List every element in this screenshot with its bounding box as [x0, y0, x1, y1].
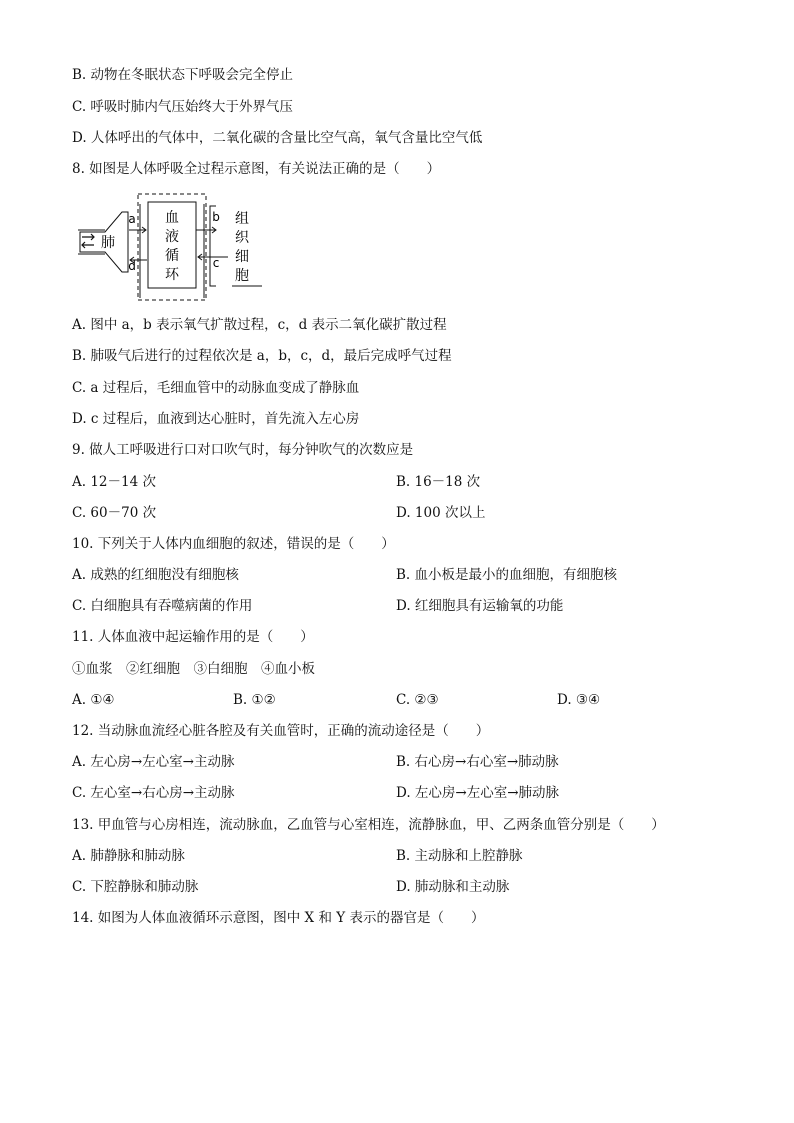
q10-option-c: C. 白细胞具有吞噬病菌的作用: [72, 598, 253, 614]
q9-option-b: B. 16－18 次: [396, 474, 481, 490]
lung-label: 肺: [101, 235, 115, 251]
inhale-arrow-icon: [82, 234, 94, 240]
respiration-diagram: [70, 190, 270, 305]
q8-option-a: A. 图中 a，b 表示氧气扩散过程，c，d 表示二氧化碳扩散过程: [72, 317, 447, 333]
q8-option-c: C. a 过程后，毛细血管中的动脉血变成了静脉血: [72, 380, 360, 396]
q11-choices: ①血浆 ②红细胞 ③白细胞 ④血小板: [72, 661, 315, 677]
q9-stem: 9. 做人工呼吸进行口对口吹气时，每分钟吹气的次数应是: [72, 442, 414, 458]
q11-option-d: D. ③④: [557, 692, 601, 708]
q12-option-c: C. 左心室→右心房→主动脉: [72, 785, 235, 801]
q11-option-b: B. ①②: [233, 692, 276, 708]
q8-option-b: B. 肺吸气后进行的过程依次是 a，b，c，d，最后完成呼气过程: [72, 348, 452, 364]
q9-option-c: C. 60－70 次: [72, 505, 157, 521]
label-d: d: [128, 259, 136, 273]
q11-stem: 11. 人体血液中起运输作用的是（ ）: [72, 629, 314, 645]
q11-option-c: C. ②③: [396, 692, 439, 708]
q13-option-c: C. 下腔静脉和肺动脉: [72, 879, 199, 895]
q9-option-d: D. 100 次以上: [396, 505, 486, 521]
q13-option-b: B. 主动脉和上腔静脉: [396, 848, 523, 864]
label-c: c: [212, 256, 220, 270]
blood-char-1: 液: [165, 229, 179, 245]
q10-option-d: D. 红细胞具有运输氧的功能: [396, 598, 564, 614]
q10-option-a: A. 成熟的红细胞没有细胞核: [72, 567, 239, 583]
q10-option-b: B. 血小板是最小的血细胞，有细胞核: [396, 567, 618, 583]
q13-option-a: A. 肺静脉和肺动脉: [72, 848, 185, 864]
q7-option-c: C. 呼吸时肺内气压始终大于外界气压: [72, 99, 293, 115]
q11-option-a: A. ①④: [72, 692, 115, 708]
q8-option-d: D. c 过程后，血液到达心脏时，首先流入左心房: [72, 411, 360, 427]
q10-stem: 10. 下列关于人体内血细胞的叙述，错误的是（ ）: [72, 536, 395, 552]
arrow-d-icon: [130, 257, 147, 263]
q12-option-a: A. 左心房→左心室→主动脉: [72, 754, 235, 770]
q12-option-b: B. 右心房→右心室→肺动脉: [396, 754, 559, 770]
blood-char-0: 血: [165, 210, 179, 226]
q8-stem: 8. 如图是人体呼吸全过程示意图，有关说法正确的是（ ）: [72, 161, 441, 177]
q7-option-b: B. 动物在冬眠状态下呼吸会完全停止: [72, 67, 294, 83]
q13-stem: 13. 甲血管与心房相连，流动脉血，乙血管与心室相连，流静脉血，甲、乙两条血管分别是（ ）: [72, 817, 665, 833]
q9-option-a: A. 12－14 次: [72, 474, 156, 490]
blood-char-2: 循: [165, 248, 179, 264]
exhale-arrow-icon: [82, 242, 94, 248]
q7-option-d: D. 人体呼出的气体中，二氧化碳的含量比空气高，氧气含量比空气低: [72, 130, 483, 146]
tissue-char-0: 组: [235, 211, 249, 227]
q14-stem: 14. 如图为人体血液循环示意图，图中 X 和 Y 表示的器官是（ ）: [72, 910, 485, 926]
q13-option-d: D. 肺动脉和主动脉: [396, 879, 510, 895]
label-b: b: [212, 210, 220, 224]
tissue-char-2: 细: [235, 249, 249, 265]
q12-option-d: D. 左心房→左心室→肺动脉: [396, 785, 560, 801]
q12-stem: 12. 当动脉血流经心脏各腔及有关血管时，正确的流动途径是（ ）: [72, 723, 490, 739]
tissue-char-1: 织: [235, 230, 249, 246]
tissue-char-3: 胞: [235, 268, 249, 284]
blood-char-3: 环: [165, 267, 179, 283]
label-a: a: [128, 212, 136, 226]
